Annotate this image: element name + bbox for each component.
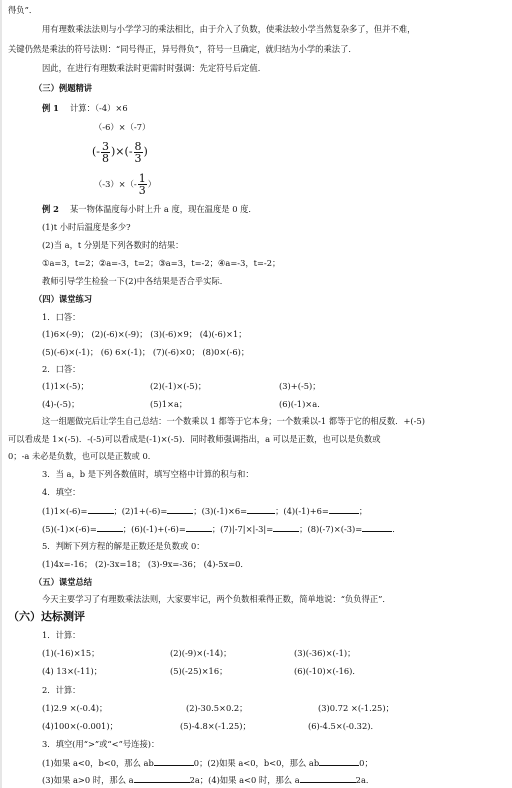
text-line: 可以看成是 1×(-5)．-(-5)可以看成是(-1)×(-5)．同时教师强调指出，a 可以是正数，也可以是负数或: [8, 434, 381, 444]
fraction-expression: （-3）×（- $\frac{1}{3}$ ）: [94, 172, 157, 197]
text-line: (1)6×(-9)； (2)(-6)×(-9)； (3)(-6)×9； (4)(-6)×1；: [42, 329, 247, 339]
exercise-item: (1)2.9 ×(-0.4)；: [42, 703, 108, 713]
text-line: (1)t 小时后温度是多少?: [42, 222, 131, 232]
exercise-item: (2)(-9)×(-14)；: [170, 648, 232, 658]
text-line: 5．判断下列方程的解是正数还是负数或 0：: [42, 541, 205, 551]
text-line: 计算：（-4）×6: [70, 103, 128, 113]
section-heading: （六）达标测评: [8, 610, 85, 623]
answer-blank[interactable]: [247, 505, 275, 514]
exercise-item: (6)(-1)×a．: [279, 399, 326, 409]
fraction: $\frac{8}{3}$: [134, 140, 142, 165]
answer-blank[interactable]: [97, 523, 123, 532]
text-line: 1．口答：: [42, 312, 81, 322]
text-line: 用有理数乘法法则与小学学习的乘法相比，由于介入了负数，使乘法较小学当然复杂多了，但并不难，: [42, 24, 416, 34]
exercise-item: (6)-4.5×(-0.32)．: [308, 721, 379, 731]
text-line: (2)当 a，t 分别是下列各数时的结果：: [42, 240, 184, 250]
exercise-item: (3)0.72 ×(-1.25)；: [318, 703, 394, 713]
fraction: $\frac{3}{8}$: [102, 140, 110, 165]
text-line: 某一物体温度每小时上升 a 度，现在温度是 0 度．: [70, 204, 257, 214]
fill-in-line: (1)1×(-6)= ；(2)1+(-6)= ；(3)(-1)×6= ；(4)(-1)+6= ；: [42, 506, 368, 516]
text-line: （-6）×（-7）: [94, 122, 151, 132]
exercise-item: (6)(-10)×(-16)．: [294, 666, 361, 676]
answer-blank[interactable]: [154, 757, 194, 766]
text-line: 2．计算：: [42, 685, 81, 695]
exercise-item: (5)-4.8×(-1.25)；: [180, 721, 251, 731]
section-heading: （五）课堂总结: [34, 577, 93, 587]
answer-blank[interactable]: [167, 505, 193, 514]
answer-blank[interactable]: [300, 774, 356, 783]
exercise-item: (4)100×(-0.001)；: [42, 721, 118, 731]
answer-blank[interactable]: [134, 774, 190, 783]
text-line: 因此，在进行有理数乘法时更需时时强调：先定符号后定值．: [42, 63, 267, 73]
text-line: (5)(-6)×(-1)； (6) 6×(-1)； (7)(-6)×0； (8)0×(-6)；: [42, 347, 250, 357]
text-line: 3．填空(用“>”或“<”号连接)：: [42, 739, 160, 749]
fraction-expression: (- $\frac{3}{8}$ )×(- $\frac{8}{3}$ ): [92, 140, 148, 165]
text-line: 1．计算：: [42, 630, 81, 640]
text-line: (1)4x=-16； (2)-3x=18； (3)-9x=-36； (4)-5x=0．: [42, 559, 249, 569]
fill-in-line: (3)如果 a>0 时，那么 a 2a；(4)如果 a<0 时，那么 a 2a．: [42, 775, 375, 785]
fraction: $\frac{1}{3}$: [138, 172, 146, 197]
text-line: ①a=3，t=2；②a=-3，t=2；③a=3，t=-2；④a=-3，t=-2；: [42, 258, 281, 268]
answer-blank[interactable]: [88, 505, 114, 514]
text-line: 4．填空：: [42, 487, 81, 497]
answer-blank[interactable]: [273, 523, 299, 532]
exercise-item: (1)(-16)×15；: [42, 648, 100, 658]
section-heading: （三）例题精讲: [34, 83, 93, 93]
answer-blank[interactable]: [362, 523, 392, 532]
exercise-item: (3)(-36)×(-1)；: [294, 648, 356, 658]
exercise-item: (1)1×(-5)；: [42, 381, 89, 391]
fill-in-line: (1)如果 a<0，b<0，那么 ab 0；(2)如果 a<0，b<0，那么 ab 0；: [42, 758, 373, 768]
text-line: 关键仍然是乘法的符号法则：“同号得正，异号得负”，符号一旦确定，就归结为小学的乘法了．: [8, 44, 357, 54]
answer-blank[interactable]: [186, 523, 212, 532]
answer-blank[interactable]: [329, 505, 359, 514]
text-line: 教师引导学生检验一下(2)中各结果是否合乎实际．: [42, 276, 228, 286]
fill-in-line: (5)(-1)×(-6)= ；(6)(-1)+(-6)= ；(7)|-7|×|-3|= ；(8)(-7)×(-3)= ．: [42, 524, 401, 534]
text-line: 得负”．: [8, 5, 38, 15]
text-line: 2．口答：: [42, 364, 81, 374]
page-edge: [0, 0, 2, 788]
text-line: 0；-a 未必是负数，也可以是正数或 0．: [8, 451, 157, 461]
exercise-item: (3)+(-5)；: [279, 381, 321, 391]
example-label: 例 2: [42, 204, 59, 214]
exercise-item: (4)-(-5)；: [42, 399, 80, 409]
answer-blank[interactable]: [319, 757, 359, 766]
exercise-item: (4) 13×(-11)；: [42, 666, 103, 676]
text-line: 这一组题做完后让学生自己总结：一个数乘以 1 都等于它本身；一个数乘以-1 都等于它的相反数．+(-5): [42, 416, 425, 426]
example-label: 例 1: [42, 103, 59, 113]
exercise-item: (5)(-25)×16；: [170, 666, 228, 676]
exercise-item: (2)(-1)×(-5)；: [150, 381, 207, 391]
section-heading: （四）课堂练习: [34, 294, 93, 304]
exercise-item: (2)-30.5×0.2；: [186, 703, 248, 713]
text-line: 今天主要学习了有理数乘法法则，大家要牢记，两个负数相乘得正数，简单地说：“负负得正”．: [42, 594, 391, 604]
exercise-item: (5)1×a；: [150, 399, 188, 409]
text-line: 3．当 a，b 是下列各数值时，填写空格中计算的积与和：: [42, 469, 254, 479]
